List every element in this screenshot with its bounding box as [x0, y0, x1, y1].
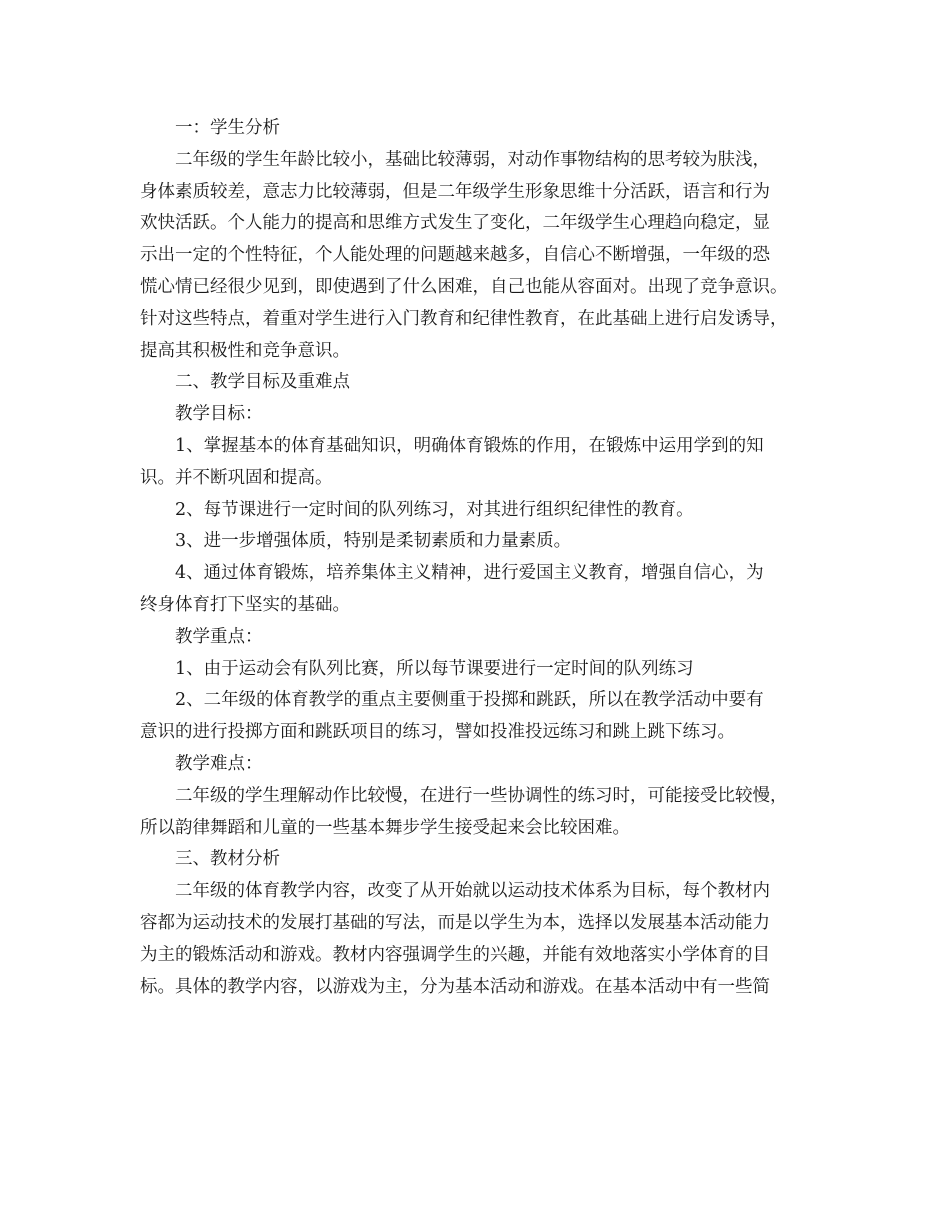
- text-line: 身体素质较差，意志力比较薄弱，但是二年级学生形象思维十分活跃，语言和行为: [140, 181, 770, 202]
- text-line: 教学重点：: [175, 626, 263, 647]
- text-line: 标。具体的教学内容，以游戏为主，分为基本活动和游戏。在基本活动中有一些简: [140, 976, 770, 997]
- text-line: 教学难点：: [175, 753, 263, 774]
- text-line: 4、通过体育锻炼，培养集体主义精神，进行爱国主义教育，增强自信心，为: [175, 563, 764, 584]
- text-line: 2、每节课进行一定时间的队列练习，对其进行组织纪律性的教育。: [175, 499, 694, 520]
- text-line: 二年级的学生年龄比较小，基础比较薄弱，对动作事物结构的思考较为肤浅，: [175, 149, 770, 170]
- text-line: 提高其积极性和竞争意识。: [140, 340, 350, 361]
- text-line: 终身体育打下坚实的基础。: [140, 594, 350, 615]
- text-line: 教学目标：: [175, 404, 263, 425]
- text-line: 容都为运动技术的发展打基础的写法，而是以学生为本，选择以发展基本活动能力: [140, 912, 770, 933]
- text-line: 示出一定的个性特征，个人能处理的问题越来越多，自信心不断增强，一年级的恐: [140, 245, 770, 266]
- text-line: 为主的锻炼活动和游戏。教材内容强调学生的兴趣，并能有效地落实小学体育的目: [140, 944, 770, 965]
- text-line: 3、进一步增强体质，特别是柔韧素质和力量素质。: [175, 531, 572, 552]
- text-line: 二年级的学生理解动作比较慢，在进行一些协调性的练习时，可能接受比较慢，: [175, 785, 788, 806]
- text-line: 二年级的体育教学内容，改变了从开始就以运动技术体系为目标，每个教材内: [175, 881, 770, 902]
- text-line: 1、掌握基本的体育基础知识，明确体育锻炼的作用，在锻炼中运用学到的知: [175, 435, 764, 456]
- text-line: 慌心情已经很少见到，即使遇到了什么困难，自己也能从容面对。出现了竞争意识。: [140, 276, 788, 297]
- document-page: [140, 113, 820, 1003]
- text-line: 欢快活跃。个人能力的提高和思维方式发生了变化，二年级学生心理趋向稳定，显: [140, 213, 770, 234]
- text-line: 识。并不断巩固和提高。: [140, 467, 333, 488]
- text-line: 三、教材分析: [175, 849, 280, 870]
- text-line: 二、教学目标及重难点: [175, 372, 350, 393]
- text-line: 一：学生分析: [175, 118, 280, 138]
- text-line: 1、由于运动会有队列比赛，所以每节课要进行一定时间的队列练习: [175, 658, 694, 679]
- text-line: 所以韵律舞蹈和儿童的一些基本舞步学生接受起来会比较困难。: [140, 817, 630, 838]
- text-line: 意识的进行投掷方面和跳跃项目的练习，譬如投准投远练习和跳上跳下练习。: [140, 722, 735, 743]
- text-line: 2、二年级的体育教学的重点主要侧重于投掷和跳跃，所以在教学活动中要有: [175, 690, 764, 711]
- text-line: 针对这些特点，着重对学生进行入门教育和纪律性教育，在此基础上进行启发诱导，: [140, 308, 788, 329]
